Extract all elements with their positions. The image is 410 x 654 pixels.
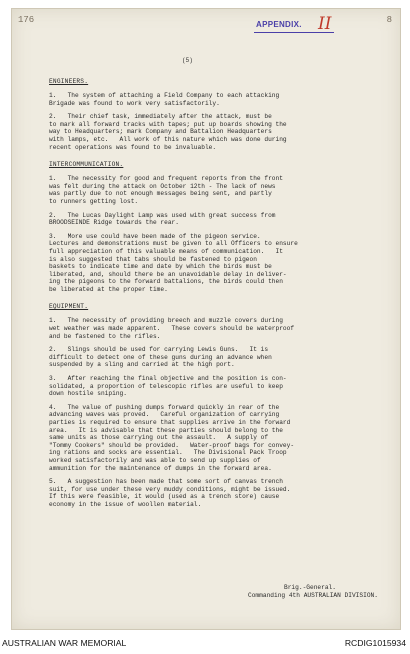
paragraph: 1. The necessity for good and frequent reports from the front was felt during the attack on October 12th - The lack of news was partly due to not enough messages being sent, and partly to runners getting lost. [49, 175, 283, 205]
paragraph: 1. The necessity of providing breech and muzzle covers during wet weather was made apparent. These covers should be waterproof and be fastened to the rifles. [49, 317, 295, 340]
archive-name: AUSTRALIAN WAR MEMORIAL [2, 638, 127, 648]
paragraph: 4. The value of pushing dumps forward quickly in rear of the advancing waves was proved. Careful organization of carrying parties is required to ensure that supplies arrive in the forward area. It is advisable that these parties should belong to the same units as those carrying out the assault. A supply of "Tommy Cookers" should be provided. Water-proof bags for convey- ing rations and socks are essential. The Divisional Pack Troop worked satisfactorily and was able to send up supplies of ammunition for the maintenance of dumps in the forward area. [49, 403, 295, 472]
signature-title: Commanding 4th AUSTRALIAN DIVISION. [248, 592, 378, 599]
signature-rank: Brig.-General. [284, 584, 336, 591]
folio-number-left: 176 [18, 15, 35, 25]
document-body [49, 68, 389, 515]
section-heading: ENGINEERS. [49, 78, 89, 85]
folio-number-right: 8 [386, 15, 392, 25]
archive-reference: RCDIG1015934 [344, 638, 406, 648]
paragraph: 5. A suggestion has been made that some sort of canvas trench suit, for use under these very muddy conditions, might be issued. If this were feasible, it would (used as a trench store) cause economy in the issue of woollen material. [49, 478, 291, 508]
paragraph: 2. Slings should be used for carrying Lewis Guns. It is difficult to detect one of these guns during an advance when suspended by a sling and carried at the high port. [49, 346, 272, 369]
section-heading: INTERCOMMUNICATION. [49, 161, 124, 169]
archive-footer [0, 638, 410, 652]
section-equipment [49, 303, 389, 508]
paragraph: 3. More use could have been made of the pigeon service. Lectures and demonstrations must be given to all Officers to ensure full appreciation of this valuable means of communication. It is also suggested that tabs should be fastened to pigeon baskets to indicate time and date by which the birds must be liberated, and, should there be an unavoidable delay in deliver- ing the pigeons to the forward battalions, the birds could then be liberated at the proper time. [49, 232, 298, 293]
paragraph: 2. Their chief task, immediately after the attack, must be to mark all forward tracks with tapes; put up boards showing the way to Headquarters; mark Company and Battalion Headquarters with lamps, etc. All work of this nature which was done during recent operations was found to be invaluable. [49, 113, 287, 151]
paragraph: 3. After reaching the final objective and the position is con- solidated, a proportion of telescopic rifles are useful to keep down hostile sniping. [49, 375, 287, 398]
paragraph: 2. The Lucas Daylight Lamp was used with great success from BROODSEINDE Ridge towards the rear. [49, 211, 276, 227]
appendix-label: APPENDIX. [256, 20, 302, 29]
signature-block [248, 584, 378, 600]
paragraph: 1. The system of attaching a Field Company to each attacking Brigade was found to work very satisfactorily. [49, 92, 280, 107]
appendix-number: II [318, 14, 332, 34]
section-heading: EQUIPMENT. [49, 303, 89, 311]
section-engineers [49, 78, 389, 151]
section-intercommunication [49, 161, 389, 293]
appendix-underline [254, 32, 334, 33]
page-number: (5) [182, 57, 193, 64]
